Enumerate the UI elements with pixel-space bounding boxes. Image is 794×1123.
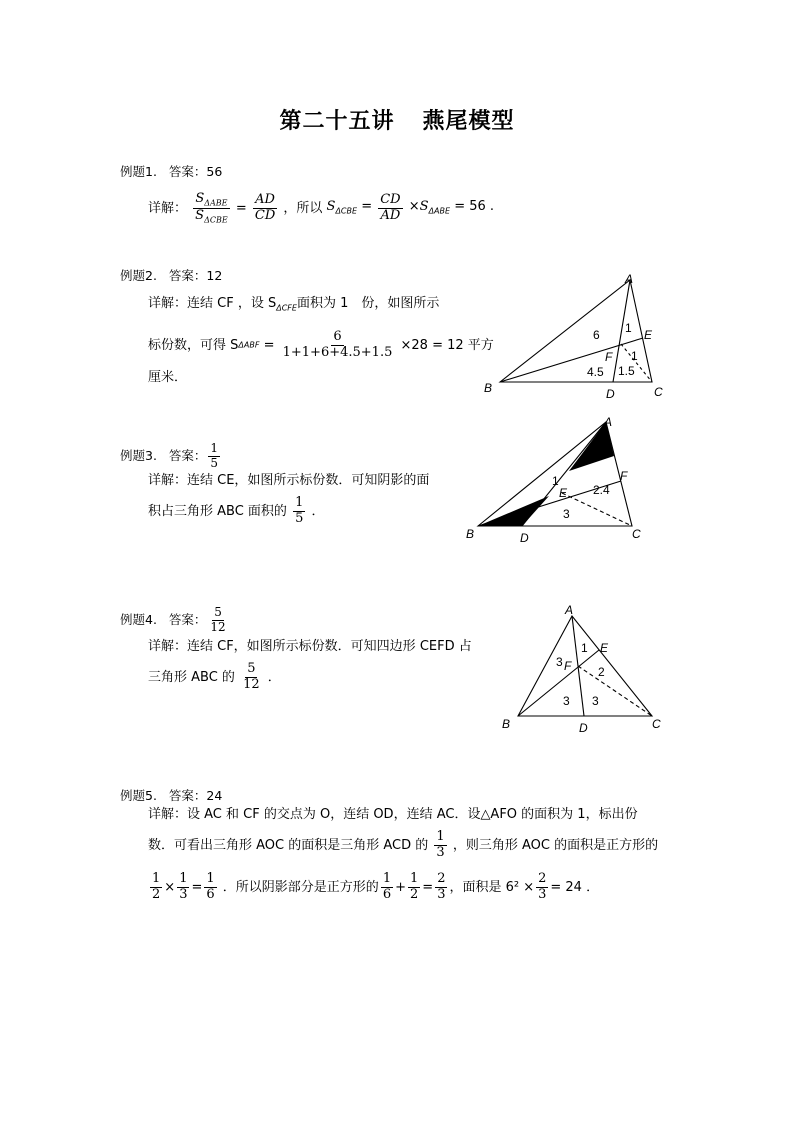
example-5-line1: 详解：设 AC 和 CF 的交点为 O，连结 OD，连结 AC．设△AFO 的面积为 1，标出份 — [148, 807, 638, 822]
region-6: 6 — [593, 328, 600, 342]
region-2-4: 2.4 — [593, 483, 610, 497]
region-1-top: 1 — [625, 321, 632, 335]
vertex-c: C — [654, 385, 663, 399]
example-2-line3: 厘米． — [148, 370, 188, 385]
example-5-line2: 数．可看出三角形 AOC 的面积是三角形 ACD 的 $\frac{1}{3}$ ，则三角形 AOC 的面积是正方形的 — [148, 829, 659, 860]
example-4-label: 例题4. 答案： $\frac{5}{12}$ — [120, 605, 226, 634]
example-3-line1: 详解：连结 CE，如图所示标份数．可知阴影的面 — [148, 473, 430, 488]
vertex-d: D — [606, 387, 615, 401]
region-3: 3 — [563, 507, 570, 521]
vertex-c: C — [652, 717, 661, 731]
example-2-figure — [478, 270, 678, 405]
shaded-bottom — [478, 496, 549, 526]
vertex-e: E — [559, 486, 568, 500]
vertex-d: D — [579, 721, 588, 735]
region-4-5: 4.5 — [587, 365, 604, 379]
vertex-e: E — [644, 328, 653, 342]
vertex-b: B — [484, 381, 493, 395]
triangle-abc — [518, 616, 652, 716]
vertex-b: B — [466, 527, 475, 541]
example-1-detail: 详解： $\frac{S_{\Delta ABE}}{S_{\Delta CBE}}$ = $\frac{AD}{CD}$ ，所以 $S_{\Delta CBE}$ = $\frac{CD}{AD}$ $\times S_{\Delta ABE} = 56$ . — [148, 191, 495, 225]
example-2-line1: 详解：连结 CF ，设 $S_{\Delta CFE}$面积为 1 份，如图所示 — [148, 296, 440, 313]
region-2: 2 — [598, 665, 605, 679]
vertex-a: A — [604, 415, 613, 429]
vertex-b: B — [502, 717, 511, 731]
example-5-label: 例题5. 答案：24 — [120, 788, 223, 803]
example-4-line2: 三角形 ABC 的 $\frac{5}{12}$ ． — [148, 661, 281, 692]
example-2-label: 例题2. 答案：12 — [120, 268, 223, 283]
region-1-5: 1.5 — [618, 364, 635, 378]
region-1: 1 — [552, 474, 559, 488]
vertex-a: A — [565, 603, 574, 617]
vertex-f: F — [564, 659, 572, 673]
line-ce — [562, 493, 632, 526]
region-1-right: 1 — [631, 349, 638, 363]
line-cf — [578, 666, 652, 716]
example-4-figure — [496, 600, 676, 740]
region-1: 1 — [581, 641, 588, 655]
example-1-label: 例题1. 答案：56 — [120, 164, 223, 179]
vertex-e: E — [600, 641, 609, 655]
vertex-f: F — [620, 469, 628, 483]
example-3-label: 例题3. 答案： $\frac{1}{5}$ — [120, 441, 219, 470]
example-5-line3: $\frac{1}{2}$ × $\frac{1}{3}$ = $\frac{1}{6}$ ．所以阴影部分是正方形的 $\frac{1}{6}$ + $\frac{1}{2}$ = $\frac{2}{3}$ ，面积是 6² × $\frac{2}{3}$ = 24 ． — [152, 871, 600, 902]
page-title: 第二十五讲 燕尾模型 — [279, 109, 515, 134]
example-3-figure — [462, 414, 652, 546]
region-3-bottom-left: 3 — [563, 694, 570, 708]
example-2-line2: 标份数，可得 SΔABF = $\frac{6}{1+1+6+4.5+1.5}$ ×28 = 12 平方 — [148, 329, 494, 360]
example-4-line1: 详解：连结 CF，如图所示标份数．可知四边形 CEFD 占 — [148, 639, 472, 654]
vertex-a: A — [625, 272, 634, 286]
region-3-bottom-right: 3 — [592, 694, 599, 708]
vertex-f: F — [605, 350, 613, 364]
region-3-left: 3 — [556, 655, 563, 669]
example-3-line2: 积占三角形 ABC 面积的 $\frac{1}{5}$ ． — [148, 495, 325, 526]
vertex-d: D — [520, 531, 529, 545]
vertex-c: C — [632, 527, 641, 541]
